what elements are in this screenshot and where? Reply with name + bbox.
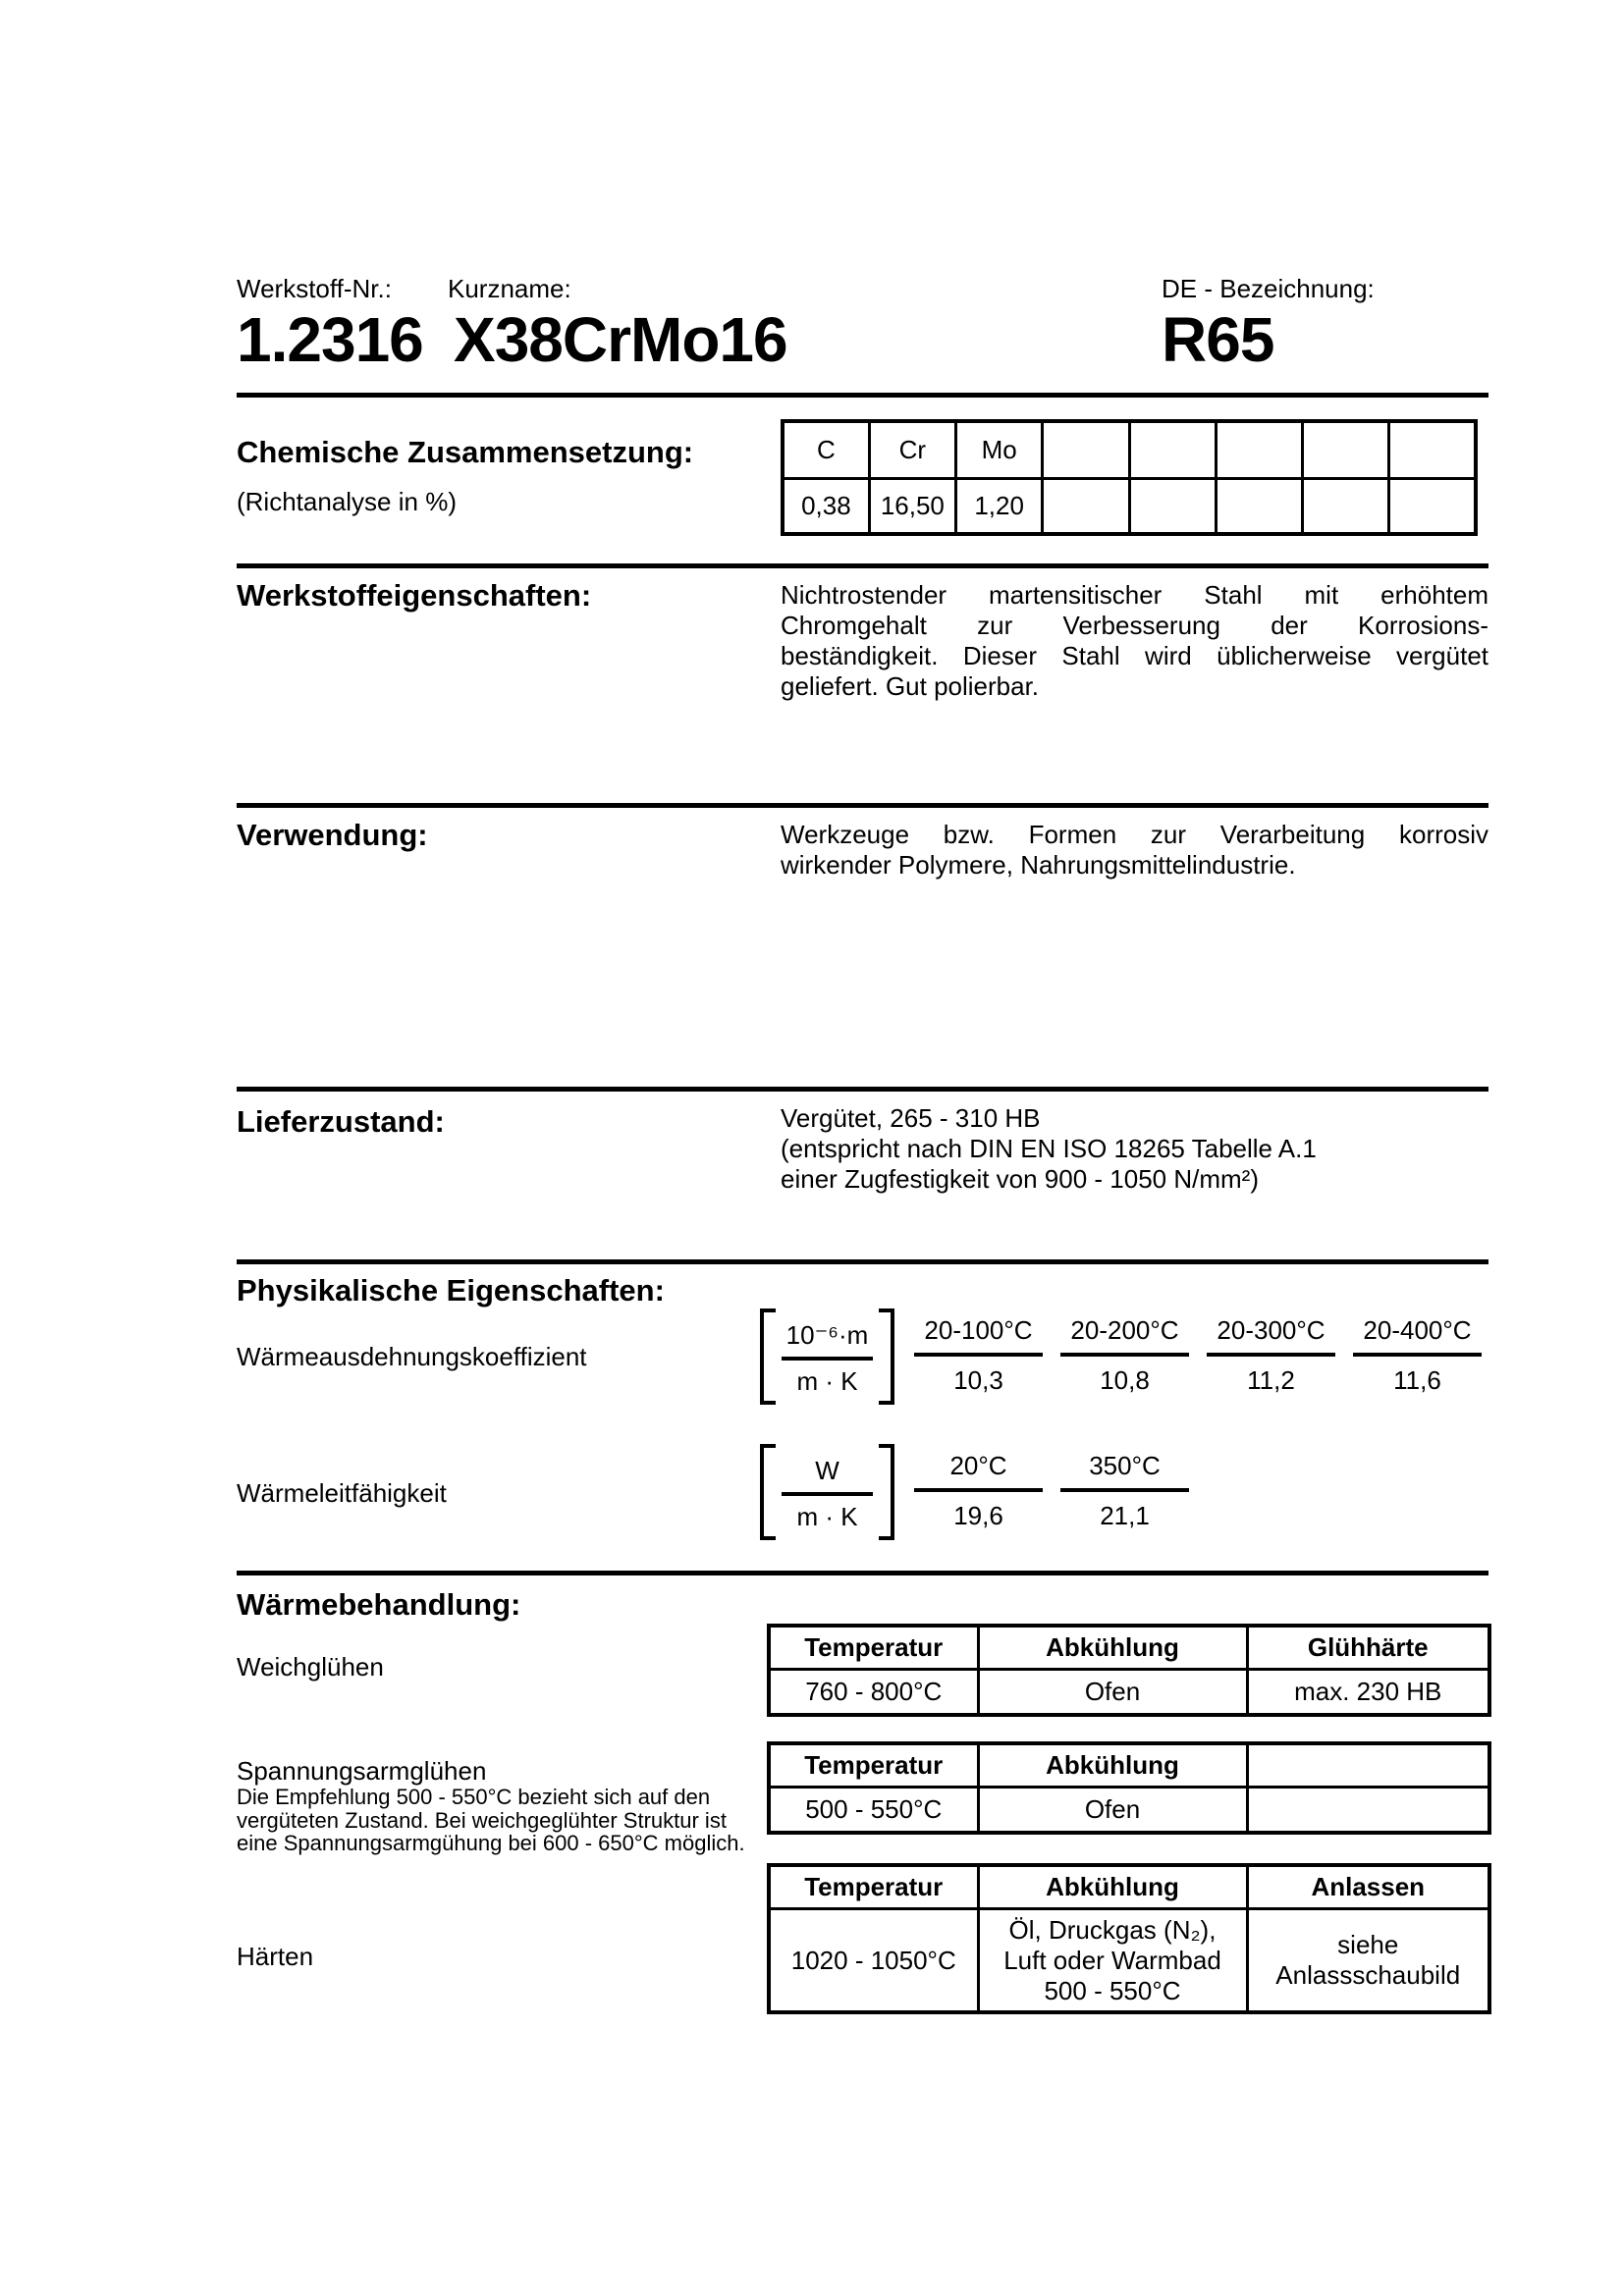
stress-relief-annealing-label: Spannungsarmglühen (237, 1756, 487, 1786)
table-header-cell: Abkühlung (978, 1626, 1247, 1670)
hardening-label: Härten (237, 1942, 314, 1971)
text-line: einer Zugfestigkeit von 900 - 1050 N/mm²) (781, 1164, 1259, 1194)
temperature-range: 20-200°C (1060, 1313, 1189, 1357)
werkstoff-nr-label: Werkstoff-Nr.: (237, 274, 392, 303)
chem-value-cell (1129, 479, 1216, 535)
soft-annealing-table (767, 1624, 1491, 1717)
chem-header-cell (1129, 421, 1216, 479)
text-line: Werkzeuge bzw. Formen zur Verarbeitung korrosiv (781, 820, 1488, 849)
chemical-composition-table (781, 419, 1478, 536)
cell-line: Anlassschaubild (1275, 1960, 1461, 1990)
table-header-cell: Anlassen (1247, 1865, 1489, 1909)
chem-value-cell (1303, 479, 1389, 535)
physical-properties-heading: Physikalische Eigenschaften: (237, 1273, 665, 1308)
chem-header-cell (1043, 421, 1129, 479)
table-header-cell: Temperatur (769, 1743, 978, 1788)
werkstoff-nr-value: 1.2316 (237, 304, 423, 375)
table-value-cell: max. 230 HB (1247, 1670, 1489, 1716)
text-line: (entspricht nach DIN EN ISO 18265 Tabelle A.1 (781, 1134, 1317, 1163)
de-bezeichnung-value: R65 (1162, 304, 1274, 375)
unit-numerator: 10⁻⁶·m (782, 1313, 873, 1361)
unit-numerator: W (782, 1449, 873, 1496)
hardening-table (767, 1863, 1491, 2014)
text-line: beständigkeit. Dieser Stahl wird üblicherweise vergütet (781, 641, 1488, 670)
temperature-range: 20-100°C (914, 1313, 1043, 1357)
section-divider (237, 1571, 1488, 1575)
stress-relief-annealing-table (767, 1741, 1491, 1835)
expansion-value: 10,8 (1100, 1365, 1150, 1395)
text-line: wirkender Polymere, Nahrungsmittelindustrie. (781, 850, 1296, 880)
de-bezeichnung-label: DE - Bezeichnung: (1162, 274, 1375, 303)
table-value-cell: 500 - 550°C (769, 1788, 978, 1834)
chem-value-cell (1389, 479, 1476, 535)
temperature: 20°C (914, 1449, 1043, 1492)
chem-composition-heading: Chemische Zusammensetzung: (237, 435, 694, 469)
delivery-condition-text (781, 1103, 1488, 1195)
section-divider (237, 563, 1488, 568)
temperature: 350°C (1060, 1449, 1189, 1492)
section-divider (237, 393, 1488, 398)
left-bracket-icon (760, 1308, 776, 1405)
cell-line: Öl, Druckgas (N₂), (1008, 1914, 1217, 1945)
expansion-column (1353, 1313, 1482, 1396)
note-line: eine Spannungsarmgühung bei 600 - 650°C möglich. (237, 1831, 745, 1855)
stress-relief-note (237, 1786, 745, 1855)
text-line: geliefert. Gut polierbar. (781, 671, 1040, 701)
table-header-cell (1247, 1743, 1489, 1788)
chem-value-cell (1216, 479, 1302, 535)
conductivity-value: 21,1 (1100, 1501, 1150, 1530)
chem-value-cell: 0,38 (783, 479, 869, 535)
heat-treatment-heading: Wärmebehandlung: (237, 1587, 521, 1622)
expansion-column (1207, 1313, 1335, 1396)
chem-value-cell (1043, 479, 1129, 535)
soft-annealing-label: Weichglühen (237, 1652, 384, 1682)
expansion-value: 11,2 (1247, 1365, 1295, 1395)
text-line: Vergütet, 265 - 310 HB (781, 1103, 1041, 1133)
table-value-cell (1247, 1788, 1489, 1834)
conductivity-column (914, 1449, 1043, 1531)
chem-composition-subheading: (Richtanalyse in %) (237, 487, 457, 516)
unit-denominator: m · K (796, 1365, 858, 1396)
chem-header-cell: C (783, 421, 869, 479)
chem-header-cell (1303, 421, 1389, 479)
thermal-conductivity-label: Wärmeleitfähigkeit (237, 1478, 447, 1508)
conductivity-column (1060, 1449, 1189, 1531)
chem-value-cell: 1,20 (956, 479, 1043, 535)
left-bracket-icon (760, 1444, 776, 1540)
section-divider (237, 803, 1488, 808)
unit-fraction (760, 1308, 894, 1405)
usage-heading: Verwendung: (237, 818, 428, 852)
expansion-column (914, 1313, 1043, 1396)
chem-header-cell: Mo (956, 421, 1043, 479)
table-header-cell: Glühhärte (1247, 1626, 1489, 1670)
cell-line: 500 - 550°C (1044, 1975, 1181, 2005)
temperature-range: 20-300°C (1207, 1313, 1335, 1357)
chem-header-cell (1216, 421, 1302, 479)
chem-header-cell: Cr (869, 421, 955, 479)
temperature-range: 20-400°C (1353, 1313, 1482, 1357)
right-bracket-icon (879, 1308, 894, 1405)
text-line: Nichtrostender martensitischer Stahl mit erhöhtem (781, 580, 1488, 610)
table-value-cell: Ofen (978, 1788, 1247, 1834)
note-line: Die Empfehlung 500 - 550°C bezieht sich auf den (237, 1785, 711, 1809)
material-properties-heading: Werkstoffeigenschaften: (237, 578, 592, 613)
table-value-cell (978, 1909, 1247, 2013)
section-divider (237, 1259, 1488, 1264)
section-divider (237, 1087, 1488, 1092)
expansion-value: 11,6 (1393, 1365, 1441, 1395)
unit-fraction (760, 1444, 894, 1540)
cell-line: siehe (1337, 1930, 1399, 1959)
cell-line: Luft oder Warmbad (1003, 1945, 1221, 1975)
conductivity-value: 19,6 (953, 1501, 1003, 1530)
expansion-value: 10,3 (953, 1365, 1003, 1395)
usage-text (781, 820, 1488, 881)
table-value-cell: 1020 - 1050°C (769, 1909, 978, 2013)
kurzname-label: Kurzname: (448, 274, 571, 303)
text-line: Chromgehalt zur Verbesserung der Korrosions- (781, 611, 1488, 640)
right-bracket-icon (879, 1444, 894, 1540)
expansion-column (1060, 1313, 1189, 1396)
table-header-cell: Temperatur (769, 1865, 978, 1909)
table-header-cell: Abkühlung (978, 1865, 1247, 1909)
table-value-cell: 760 - 800°C (769, 1670, 978, 1716)
thermal-expansion-label: Wärmeausdehnungskoeffizient (237, 1342, 587, 1371)
chem-value-cell: 16,50 (869, 479, 955, 535)
material-properties-text (781, 580, 1488, 702)
table-value-cell: Ofen (978, 1670, 1247, 1716)
table-header-cell: Temperatur (769, 1626, 978, 1670)
table-header-cell: Abkühlung (978, 1743, 1247, 1788)
chem-header-cell (1389, 421, 1476, 479)
kurzname-value: X38CrMo16 (454, 304, 787, 375)
unit-denominator: m · K (796, 1501, 858, 1531)
delivery-condition-heading: Lieferzustand: (237, 1104, 445, 1139)
note-line: vergüteten Zustand. Bei weichgeglühter Struktur ist (237, 1807, 727, 1833)
table-value-cell (1247, 1909, 1489, 2013)
